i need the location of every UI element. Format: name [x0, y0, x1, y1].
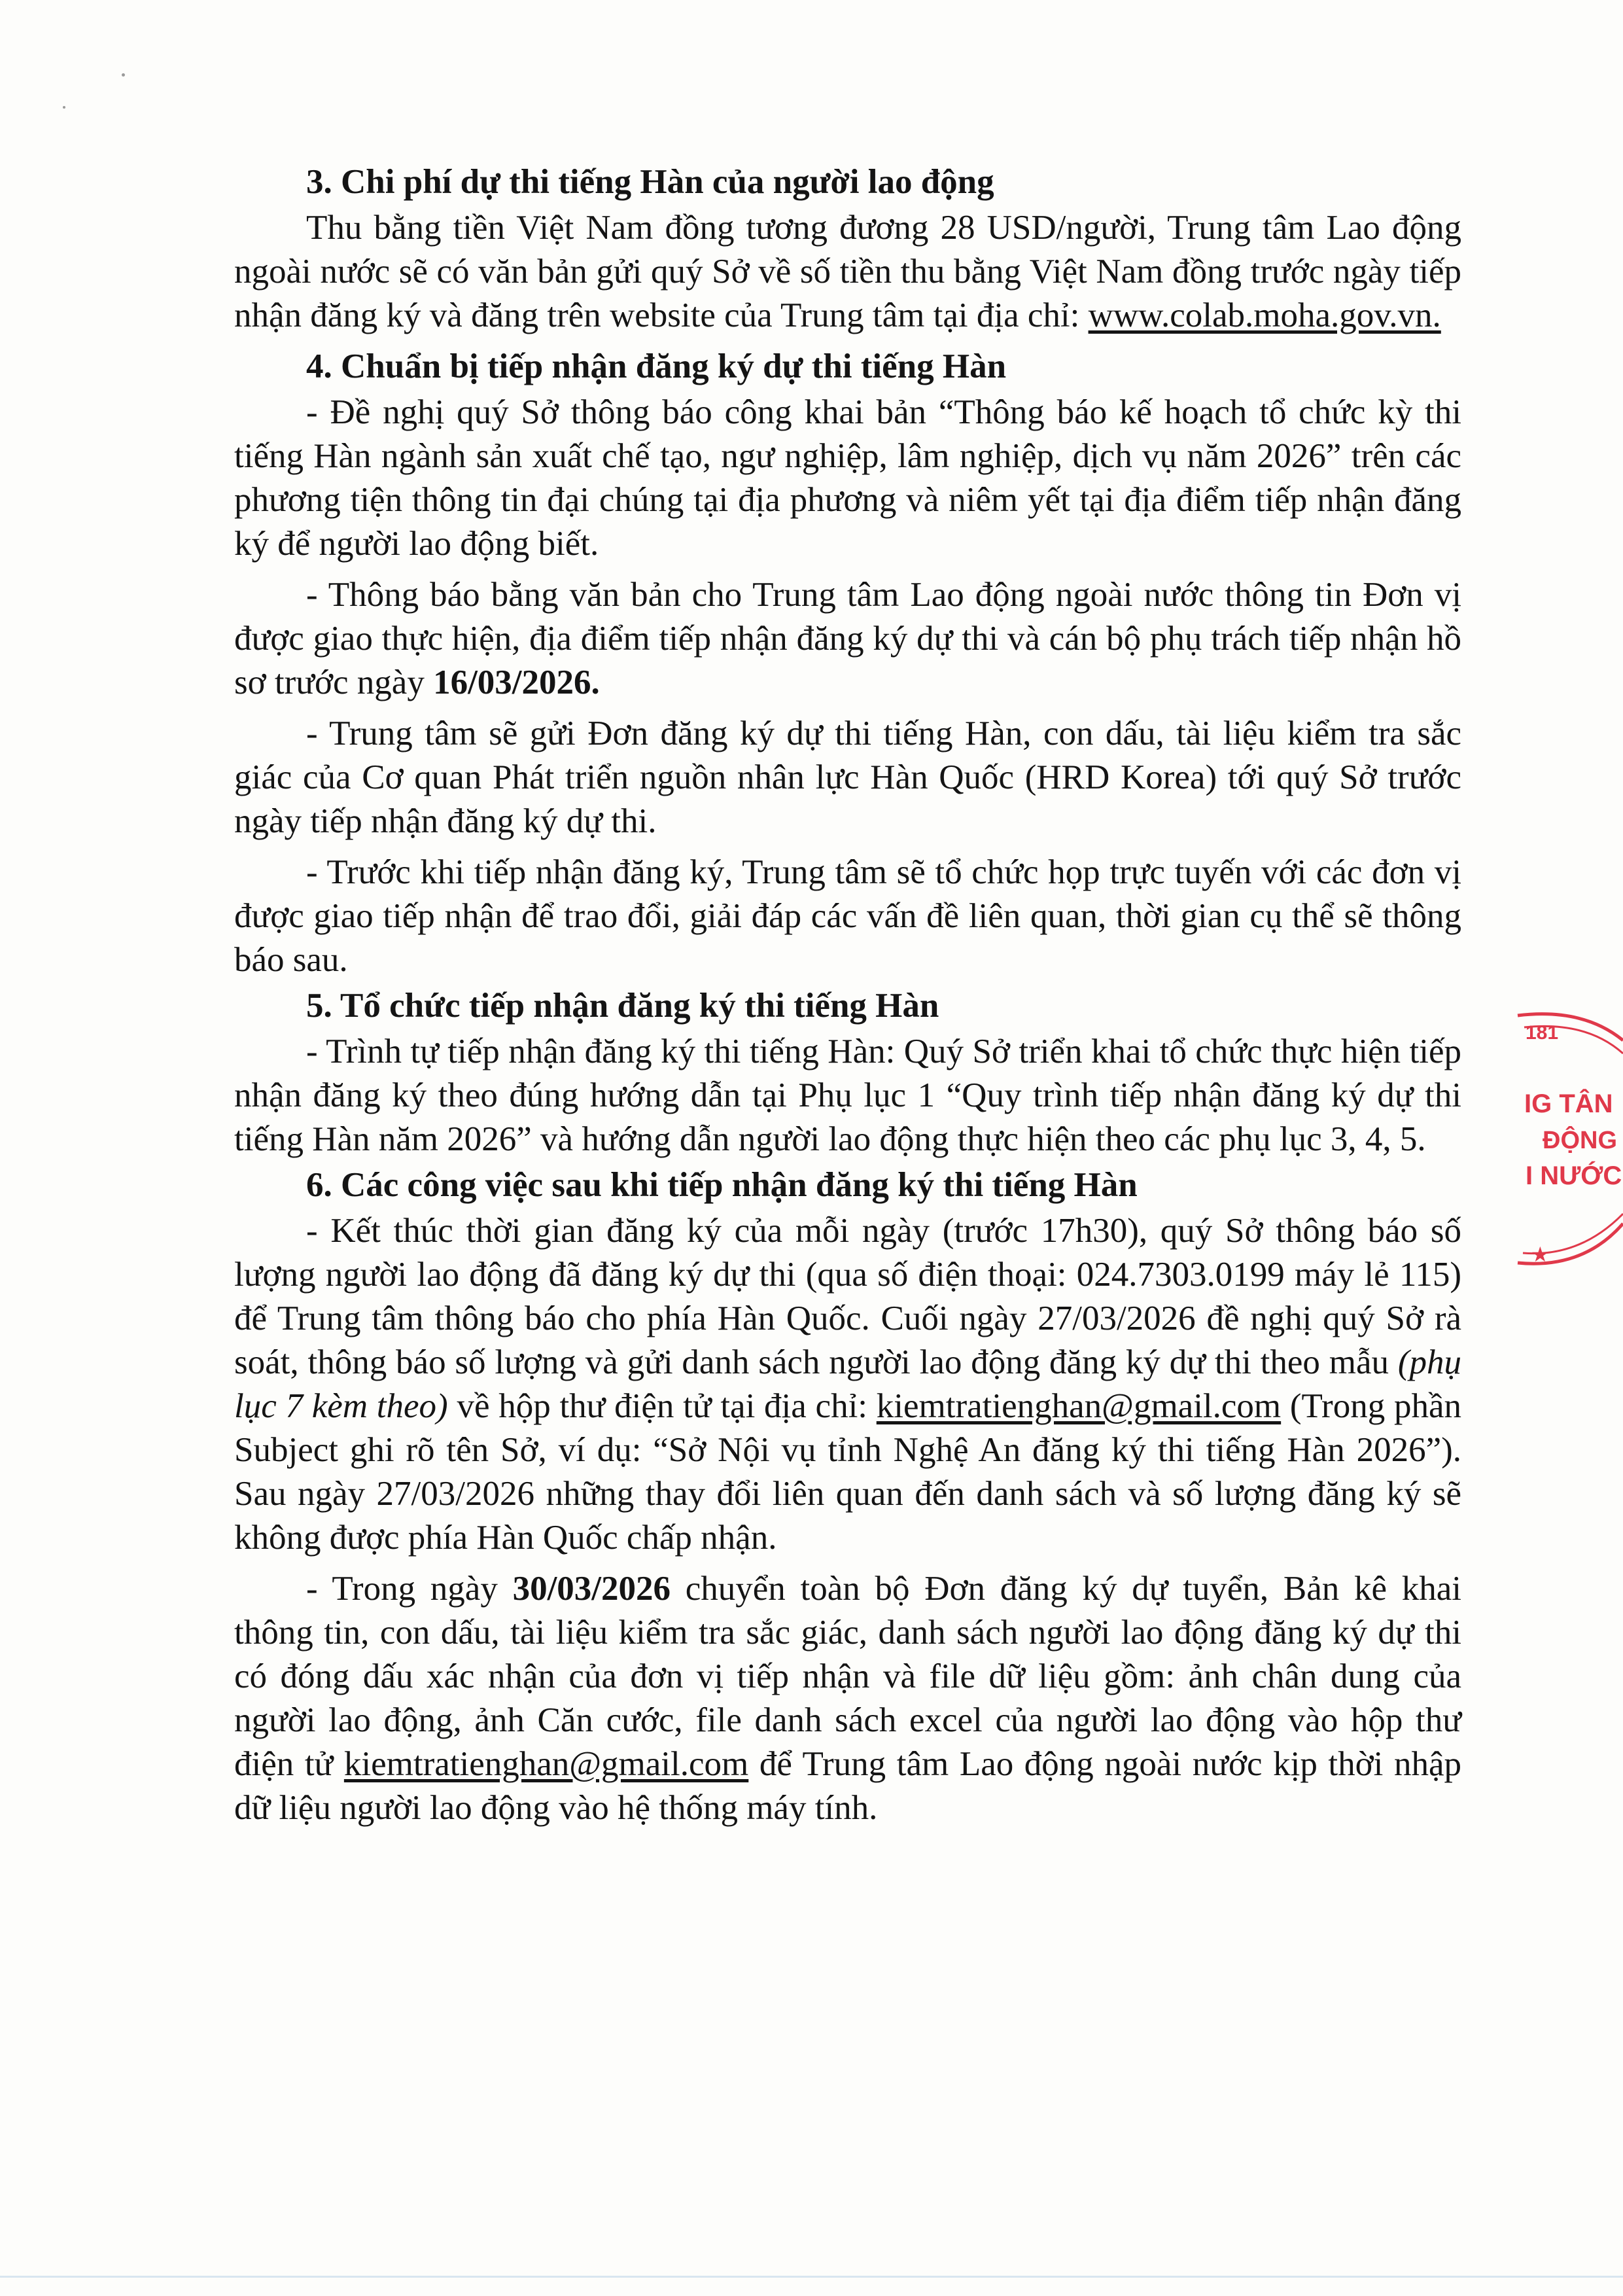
section-6-paragraph-2 [234, 1567, 1461, 1830]
section-6-text-c: (Trong phần Subject ghi rõ tên Sở, ví dụ: “Sở Nội vụ tỉnh Nghệ An đăng ký thi tiếng Hàn 2026”). Sau ngày 27/03/2026 những thay đổi liên quan đến danh sách và số lượng đăng ký sẽ không được phía Hàn Quốc chấp nhận. [234, 1387, 1461, 1557]
section-3-heading: 3. Chi phí dự thi tiếng Hàn của người lao động [306, 163, 994, 201]
section-6-text-f: để Trung tâm Lao động ngoài nước kịp thời nhập dữ liệu người lao động vào hệ thống máy tính. [234, 1745, 1461, 1827]
stamp-line-3: I NƯỚC [1526, 1161, 1622, 1190]
official-seal-stamp [1505, 1001, 1623, 1309]
page-bottom-edge [0, 2276, 1623, 2278]
section-5-paragraph-1: - Trình tự tiếp nhận đăng ký thi tiếng Hàn: Quý Sở triển khai tổ chức thực hiện tiếp nhận đăng ký theo đúng hướng dẫn tại Phụ lục 1 “Quy trình tiếp nhận đăng ký dự thi tiếng Hàn năm 2026” và hướng dẫn người lao động thực hiện theo các phụ lục 3, 4, 5. [234, 1033, 1461, 1158]
email-link[interactable]: kiemtratienghan@gmail.com [876, 1387, 1282, 1425]
section-6-text-b: về hộp thư điện tử tại địa chỉ: [447, 1387, 877, 1425]
section-6-heading: 6. Các công việc sau khi tiếp nhận đăng ký thi tiếng Hàn [306, 1166, 1138, 1204]
email-link-2[interactable]: kiemtratienghan@gmail.com [343, 1745, 749, 1783]
transfer-date: 30/03/2026 [512, 1570, 671, 1608]
stamp-fragment-top: 181 [1526, 1022, 1559, 1044]
section-4-paragraph-1: - Đề nghị quý Sở thông báo công khai bản “Thông báo kế hoạch tổ chức kỳ thi tiếng Hàn ngành sản xuất chế tạo, ngư nghiệp, lâm nghiệp, dịch vụ năm 2026” trên các phương tiện thông tin đại chúng tại địa phương và niêm yết tại địa điểm tiếp nhận đăng ký để người lao động biết. [234, 393, 1461, 563]
scan-speck [63, 106, 65, 109]
section-4-text: - Thông báo bằng văn bản cho Trung tâm Lao động ngoài nước thông tin Đơn vị được giao thực hiện, địa điểm tiếp nhận đăng ký dự thi và cán bộ phụ trách tiếp nhận hồ sơ trước ngày [234, 576, 1461, 701]
document-body [234, 160, 1461, 1832]
stamp-line-1: IG TÂN [1524, 1089, 1613, 1118]
appendix-note: (phụ lục 7 kèm theo) [234, 1343, 1461, 1425]
section-6-text-e: chuyển toàn bộ Đơn đăng ký dự tuyển, Bản kê khai thông tin, con dấu, tài liệu kiểm tra sắc giác, danh sách người lao động đăng ký dự thi có đóng dấu xác nhận của đơn vị tiếp nhận và file dữ liệu gồm: ảnh chân dung của người lao động, ảnh Căn cước, file danh sách excel của người lao động vào hộp thư điện tử [234, 1570, 1461, 1783]
section-6-paragraph-1 [234, 1209, 1461, 1560]
section-3-paragraph [234, 206, 1461, 338]
stamp-line-2: ĐỘNG [1543, 1127, 1617, 1154]
scan-speck [122, 73, 125, 77]
section-3-text: Thu bằng tiền Việt Nam đồng tương đương 28 USD/người, Trung tâm Lao động ngoài nước sẽ có văn bản gửi quý Sở về số tiền thu bằng Việt Nam đồng trước ngày tiếp nhận đăng ký và đăng trên website của Trung tâm tại địa chỉ: [234, 209, 1461, 334]
section-4-paragraph-3: - Trung tâm sẽ gửi Đơn đăng ký dự thi tiếng Hàn, con dấu, tài liệu kiểm tra sắc giác của Cơ quan Phát triển nguồn nhân lực Hàn Quốc (HRD Korea) tới quý Sở trước ngày tiếp nhận đăng ký dự thi. [234, 715, 1461, 840]
section-6-text-d: - Trong ngày [306, 1570, 513, 1608]
deadline-date: 16/03/2026. [433, 663, 600, 701]
section-4-heading: 4. Chuẩn bị tiếp nhận đăng ký dự thi tiếng Hàn [306, 347, 1007, 385]
section-5-heading: 5. Tổ chức tiếp nhận đăng ký thi tiếng Hàn [306, 987, 939, 1025]
section-4-paragraph-4: - Trước khi tiếp nhận đăng ký, Trung tâm sẽ tổ chức họp trực tuyến với các đơn vị được giao tiếp nhận để trao đổi, giải đáp các vấn đề liên quan, thời gian cụ thể sẽ thông báo sau. [234, 853, 1461, 979]
stamp-star-icon: ★ [1531, 1242, 1550, 1267]
section-4-paragraph-2 [234, 573, 1461, 705]
website-link[interactable]: www.colab.moha.gov.vn. [1088, 296, 1441, 334]
section-6-text-a: - Kết thúc thời gian đăng ký của mỗi ngày (trước 17h30), quý Sở thông báo số lượng người lao động đã đăng ký dự thi (qua số điện thoại: 024.7303.0199 máy lẻ 115) để Trung tâm thông báo cho phía Hàn Quốc. Cuối ngày 27/03/2026 đề nghị quý Sở rà soát, thông báo số lượng và gửi danh sách người lao động đăng ký dự thi theo mẫu [234, 1212, 1461, 1381]
